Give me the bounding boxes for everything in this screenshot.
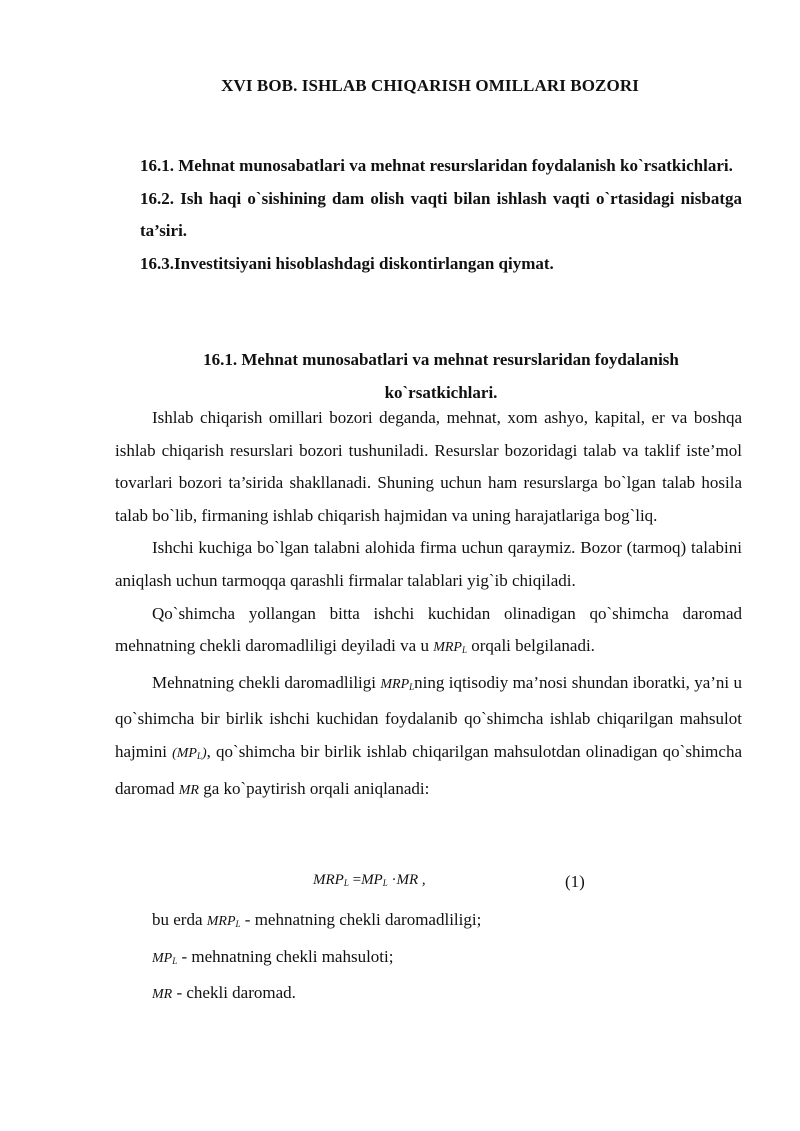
chapter-title: XVI BOB. ISHLAB CHIQARISH OMILLARI BOZORI bbox=[221, 76, 639, 95]
paragraph bbox=[115, 598, 742, 667]
paragraph-text: Mehnatning chekli daromadliligi bbox=[152, 672, 381, 692]
paragraph-text: , qo`shimcha bir birlik ishlab chiqarilgan mahsulotdan olinadigan qo`shimcha daromad bbox=[115, 741, 742, 798]
paragraph: Ishlab chiqarish omillari bozori deganda, mehnat, xom ashyo, kapital, er va boshqa ishlab chiqarish resurslari bozori tushuniladi. Resurslar bozoridagi talab va taklif iste’mol tovarlari bozori ta’sirida shakllanadi. Shuning uchun ham resurslarga bo`lgan talab hosila talab bo`lib, firmaning ishlab chiqarish hajmidan va uning harajatlariga bog`liq. bbox=[115, 408, 742, 525]
definitions-list bbox=[152, 904, 481, 1012]
paragraph bbox=[115, 667, 742, 807]
definition-item: $MP_L$ - mehnatning chekli mahsuloti; bbox=[152, 946, 394, 966]
math-symbol-mrp: $MRP_L$ bbox=[433, 640, 467, 656]
paragraph-text: orqali belgilanadi. bbox=[466, 636, 595, 656]
paragraph-text: ga ko`paytirish orqali aniqlanadi: bbox=[198, 778, 430, 798]
section-title bbox=[140, 344, 742, 409]
formula: $MRP_L =MP_L \cdot MR$ , bbox=[313, 872, 426, 888]
paragraph-text: Qo`shimcha yollangan bitta ishchi kuchidan olinadigan qo`shimcha daromad mehnatning chekli daromadliligi deyiladi va u bbox=[115, 603, 742, 656]
toc-item: 16.2. Ish haqi o`sishining dam olish vaqti bilan ishlash vaqti o`rtasidagi nisbatga ta’siri. bbox=[140, 188, 742, 240]
definition-item: bu erda $MRP_L$ - mehnatning chekli daromadliligi; bbox=[152, 910, 482, 929]
toc-item: 16.1. Mehnat munosabatlari va mehnat resurslaridan foydalanish ko`rsatkichlari. bbox=[140, 156, 733, 175]
table-of-contents bbox=[140, 150, 742, 280]
toc-item: 16.3.Investitsiyani hisoblashdagi diskontirlangan qiymat. bbox=[140, 253, 554, 273]
math-symbol-mr: MR bbox=[178, 782, 199, 798]
section-title-line: 16.1. Mehnat munosabatlari va mehnat resurslaridan foydalanish bbox=[203, 350, 679, 369]
body-text bbox=[115, 402, 742, 807]
section-title-line: ko`rsatkichlari. bbox=[384, 382, 498, 402]
paragraph: Ishchi kuchiga bo`lgan talabni alohida firma uchun qaraymiz. Bozor (tarmoq) talabini aniqlash uchun tarmoqqa qarashli firmalar talablari yig`ib chiqiladi. bbox=[115, 538, 742, 590]
math-symbol-mrp: $MRP_L$ bbox=[380, 676, 415, 692]
math-symbol-mp: $(MP_L)$ bbox=[172, 745, 207, 761]
paragraph-text: ning iqtisodiy ma’nosi shundan iboratki, ya’ni u qo`shimcha bir birlik ishchi kuchidan foydalanib qo`shimcha ishlab chiqarilgan mahsulot hajmini bbox=[115, 672, 743, 761]
formula-number: (1) bbox=[565, 872, 585, 891]
definition-item: MR - chekli daromad. bbox=[152, 983, 296, 1003]
